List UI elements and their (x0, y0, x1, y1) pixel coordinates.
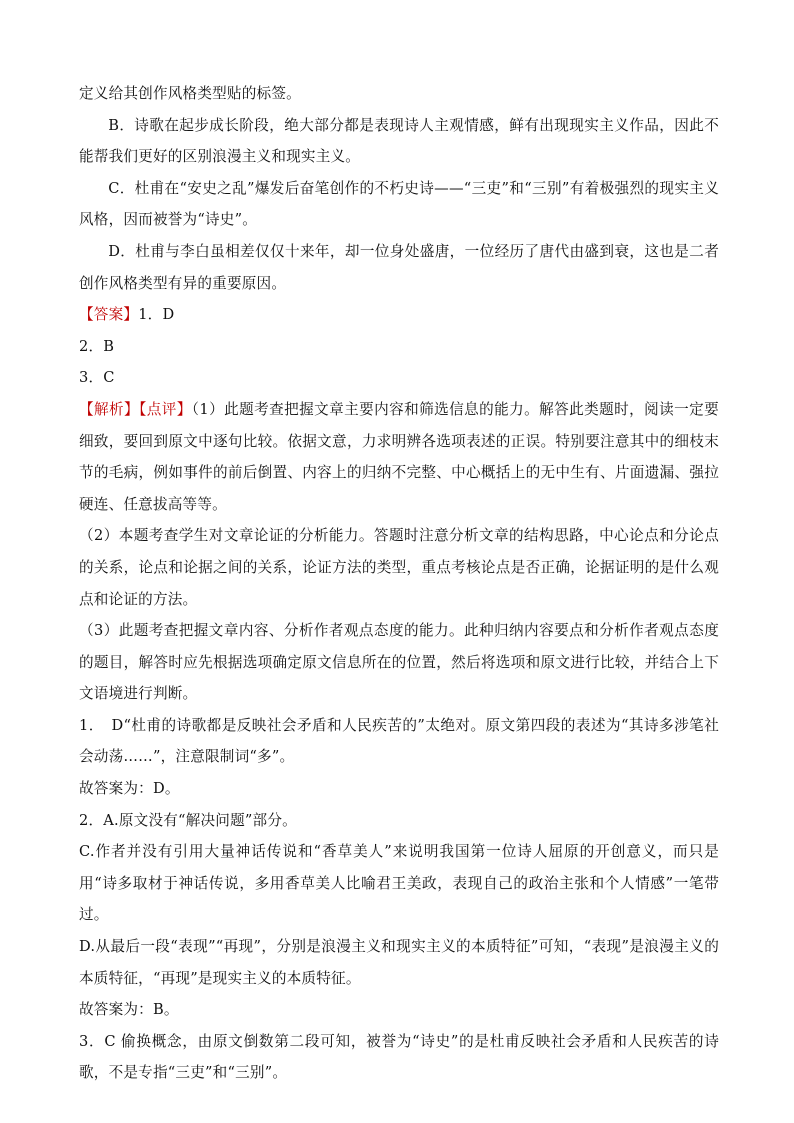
paragraph-option-b: B．诗歌在起步成长阶段，绝大部分都是表现诗人主观情感，鲜有出现现实主义作品，因此不能帮我们更好的区别浪漫主义和现实主义。 (79, 116, 719, 166)
explanation-q2-c: C.作者并没有引用大量神话传说和“香草美人”来说明我国第一位诗人屈原的开创意义，而只是用“诗多取材于神话传说，多用香草美人比喻君王美政，表现自己的政治主张和个人情感”一笔带过。 (79, 843, 719, 924)
answer-line-3: 3．C (79, 369, 115, 387)
answer-line-1: 【答案】1．D (79, 306, 175, 324)
analysis-tag: 【解析】【点评】 (79, 400, 192, 418)
conclusion-q2: 故答案为：B。 (79, 1001, 179, 1019)
explanation-q3: 3．C 偷换概念，由原文倒数第二段可知，被誉为“诗史”的是杜甫反映社会矛盾和人民疾苦的诗歌，不是专指“三吏”和“三别”。 (79, 1032, 719, 1082)
analysis-paragraph-3: （3）此题考查把握文章内容、分析作者观点态度的能力。此种归纳内容要点和分析作者观点态度的题目，解答时应先根据选项确定原文信息所在的位置，然后将选项和原文进行比较，并结合上下文语境进行判断。 (79, 622, 719, 703)
answer-line-2: 2．B (79, 337, 115, 355)
paragraph-option-a-end: 定义给其创作风格类型贴的标签。 (79, 85, 301, 102)
paragraph-option-d: D．杜甫与李白虽相差仅仅十来年，却一位身处盛唐，一位经历了唐代由盛到衰，这也是二者创作风格类型有异的重要原因。 (79, 242, 719, 292)
explanation-q1: 1． D“杜甫的诗歌都是反映社会矛盾和人民疾苦的”太绝对。原文第四段的表述为“其诗多涉笔社会动荡……”，注意限制词“多”。 (79, 716, 719, 766)
paragraph-option-c: C．杜甫在“安史之乱”爆发后奋笔创作的不朽史诗——“三吏”和“三别”有着极强烈的现实主义风格，因而被誉为“诗史”。 (79, 179, 719, 229)
analysis-paragraph-2: （2）本题考查学生对文章论证的分析能力。答题时注意分析文章的结构思路，中心论点和分论点的关系，论点和论据之间的关系，论证方法的类型，重点考核论点是否正确，论据证明的是什么观点和论证的方法。 (79, 527, 719, 608)
conclusion-q1: 故答案为：D。 (79, 780, 180, 798)
answer-tag: 【答案】 (79, 306, 139, 324)
explanation-q2-a: 2．A.原文没有“解决问题”部分。 (79, 811, 297, 829)
explanation-q2-d: D.从最后一段“表现”“再现”，分别是浪漫主义和现实主义的本质特征”可知，“表现”是浪漫主义的本质特征，“再现”是现实主义的本质特征。 (79, 938, 719, 987)
analysis-paragraph-1: 【解析】【点评】（1）此题考查把握文章主要内容和筛选信息的能力。解答此类题时，阅读一定要细致，要回到原文中逐句比较。依据文意，力求明辨各选项表述的正误。特别要注意其中的细枝末节的毛病，例如事件的前后倒置、内容上的归纳不完整、中心概括上的无中生有、片面遗漏、强拉硬连、任意拔高等等。 (79, 400, 719, 513)
document-body (79, 78, 719, 1089)
